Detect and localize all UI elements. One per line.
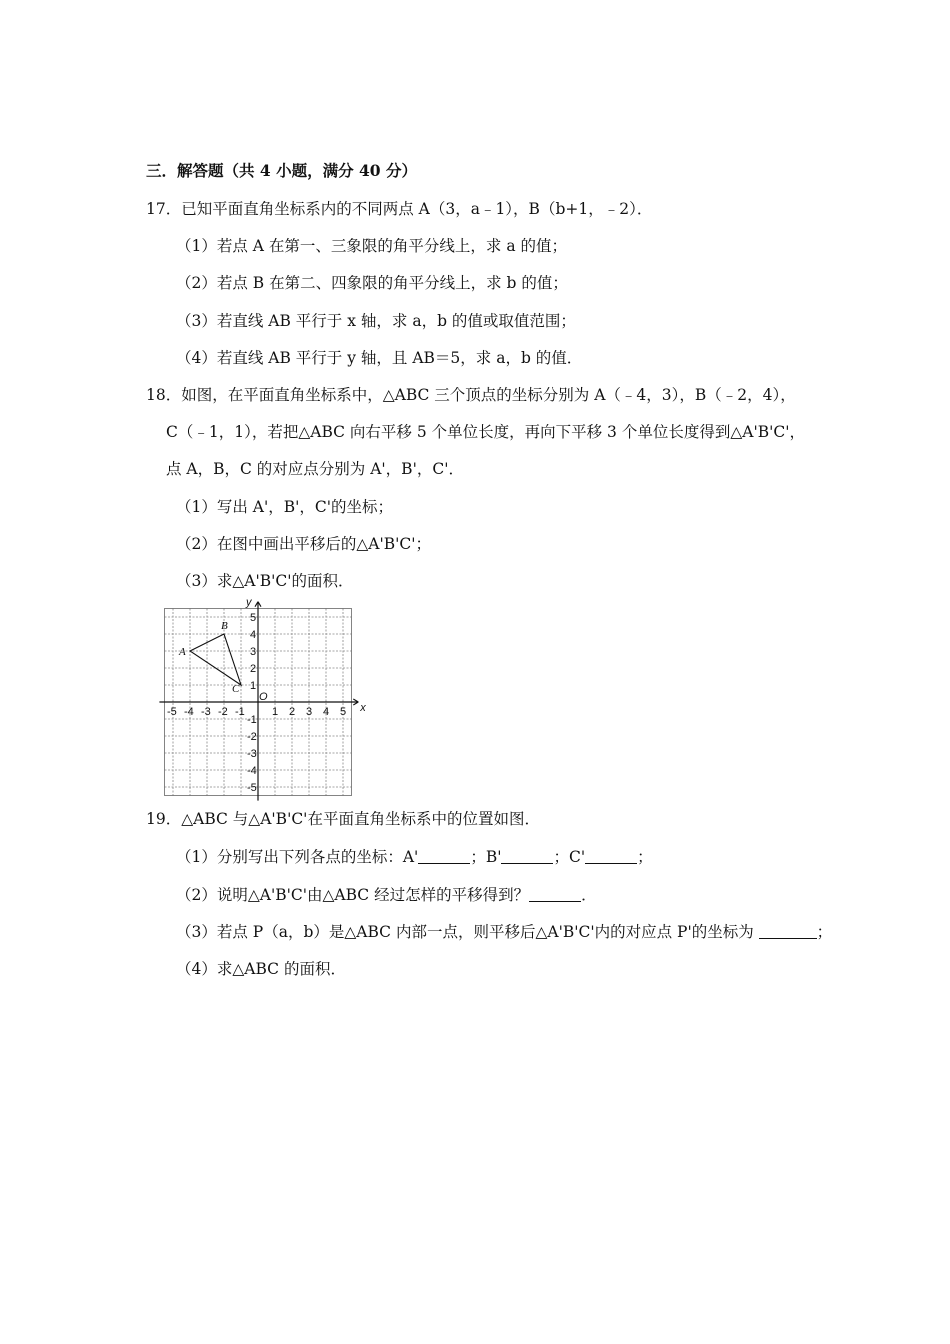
triangle-abc bbox=[178, 620, 241, 695]
y-tick-label: -4 bbox=[247, 765, 257, 777]
q19-p1-prefix: （1）分别写出下列各点的坐标：A' bbox=[176, 848, 419, 866]
q19-p3-prefix: （3）若点 P（a，b）是△ABC 内部一点，则平移后△A'B'C'内的对应点 P'的坐标为 bbox=[176, 923, 754, 941]
x-tick-label: -3 bbox=[201, 706, 211, 718]
q18-part-1: （1）写出 A'，B'，C'的坐标； bbox=[176, 498, 394, 516]
y-tick-label: -3 bbox=[247, 748, 257, 760]
vertex-label-a: A bbox=[179, 646, 186, 658]
y-tick-label: 4 bbox=[250, 629, 257, 641]
q17-part-2: （2）若点 B 在第二、四象限的角平分线上，求 b 的值； bbox=[176, 274, 568, 292]
q17-part-3: （3）若直线 AB 平行于 x 轴，求 a，b 的值或取值范围； bbox=[176, 312, 576, 330]
q19-p2-end: ． bbox=[581, 886, 597, 904]
y-tick-label: -1 bbox=[247, 714, 257, 726]
q17-part-4: （4）若直线 AB 平行于 y 轴，且 AB＝5，求 a，b 的值． bbox=[176, 349, 583, 367]
y-tick-label: -5 bbox=[247, 782, 257, 794]
q19-part-1 bbox=[176, 846, 653, 868]
answer-blank-translation[interactable] bbox=[529, 887, 581, 902]
q19-p3-end: ； bbox=[816, 923, 833, 941]
y-tick-label: 5 bbox=[250, 612, 257, 624]
q19-part-2 bbox=[176, 884, 597, 906]
x-tick-label: 1 bbox=[272, 706, 279, 718]
coordinate-grid-figure bbox=[163, 596, 366, 798]
x-tick-label: 3 bbox=[306, 706, 313, 718]
q19-p2-prefix: （2）说明△A'B'C'由△ABC 经过怎样的平移得到？ bbox=[176, 886, 530, 904]
q19-part-4: （4）求△ABC 的面积． bbox=[176, 960, 346, 978]
q18-part-2: （2）在图中画出平移后的△A'B'C'； bbox=[176, 535, 432, 553]
x-tick-label: 5 bbox=[340, 706, 347, 718]
answer-blank-c-prime[interactable] bbox=[585, 849, 637, 864]
answer-blank-b-prime[interactable] bbox=[501, 849, 553, 864]
x-axis-label: x bbox=[360, 702, 366, 714]
answer-blank-a-prime[interactable] bbox=[418, 849, 470, 864]
q18-stem-line2: C（﹣1，1），若把△ABC 向右平移 5 个单位长度，再向下平移 3 个单位长度得到△A'B'C'， bbox=[166, 423, 805, 441]
q19-part-3 bbox=[176, 921, 832, 943]
q17-part-1: （1）若点 A 在第一、三象限的角平分线上，求 a 的值； bbox=[176, 237, 568, 255]
x-tick-label: -4 bbox=[184, 706, 194, 718]
y-tick-label: 3 bbox=[250, 646, 257, 658]
y-axis-label: y bbox=[246, 596, 252, 609]
q19-stem: 19．△ABC 与△A'B'C'在平面直角坐标系中的位置如图． bbox=[146, 810, 540, 828]
vertex-label-c: C bbox=[232, 683, 240, 695]
q17-stem: 17．已知平面直角坐标系内的不同两点 A（3，a﹣1），B（b+1，﹣2）． bbox=[146, 200, 653, 218]
x-tick-label: -1 bbox=[235, 706, 245, 718]
q18-part-3: （3）求△A'B'C'的面积． bbox=[176, 572, 354, 590]
tick-labels bbox=[167, 597, 366, 794]
y-tick-label: 2 bbox=[250, 663, 257, 675]
x-tick-label: 4 bbox=[323, 706, 330, 718]
q19-p1-end: ； bbox=[637, 848, 653, 866]
section-title: 三．解答题（共 4 小题，满分 40 分） bbox=[146, 161, 417, 180]
x-tick-label: -5 bbox=[167, 706, 177, 718]
q18-stem-line3: 点 A，B，C 的对应点分别为 A'，B'，C'． bbox=[166, 460, 464, 478]
q19-p1-c: ；C' bbox=[553, 848, 586, 866]
q19-p1-b: ；B' bbox=[470, 848, 502, 866]
vertex-label-b: B bbox=[221, 620, 228, 632]
x-tick-label: 2 bbox=[289, 706, 296, 718]
x-tick-label: -2 bbox=[218, 706, 228, 718]
y-tick-label: 1 bbox=[250, 680, 257, 692]
answer-blank-p-prime[interactable] bbox=[759, 924, 817, 939]
y-tick-label: -2 bbox=[247, 731, 257, 743]
origin-label: O bbox=[259, 691, 268, 703]
q18-stem-line1: 18．如图，在平面直角坐标系中，△ABC 三个顶点的坐标分别为 A（﹣4，3），B（﹣2，4）， bbox=[146, 386, 796, 404]
triangle-abc-shape bbox=[190, 634, 241, 685]
